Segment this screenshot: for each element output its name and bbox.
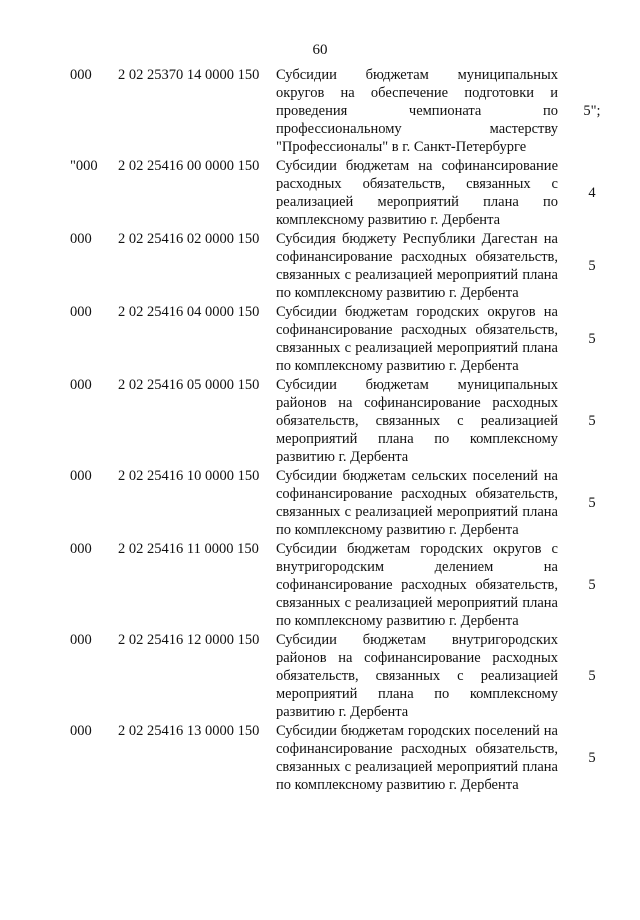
budget-code-table — [0, 66, 640, 795]
value-text: 5"; — [583, 103, 601, 119]
budget-classification-code: 2 02 25416 05 0000 150 — [118, 377, 260, 393]
table-row — [0, 230, 640, 302]
value-cell — [572, 230, 612, 302]
table-row — [0, 376, 640, 466]
admin-code: 000 — [70, 377, 92, 393]
admin-code: 000 — [70, 468, 92, 484]
revenue-name: Субсидии бюджетам сельских поселений на софинансирование расходных обязательств, связанных с реализацией мероприятий плана по комплексному развитию г. Дербента — [276, 468, 558, 538]
value-text: 5 — [588, 331, 596, 347]
revenue-name: Субсидии бюджетам муниципальных округов на обеспечение подготовки и проведения чемпионата по профессиональному мастерству "Профессионалы" в г. Санкт-Петербурге — [276, 67, 558, 155]
revenue-name: Субсидии бюджетам муниципальных районов на софинансирование расходных обязательств, связанных с реализацией мероприятий плана по комплексному развитию г. Дербента — [276, 377, 558, 465]
admin-code: 000 — [70, 231, 92, 247]
budget-classification-code: 2 02 25416 04 0000 150 — [118, 304, 260, 320]
revenue-name: Субсидии бюджетам на софинансирование расходных обязательств, связанных с реализацией мероприятий плана по комплексному развитию г. Дербента — [276, 158, 558, 228]
budget-classification-code: 2 02 25370 14 0000 150 — [118, 67, 260, 83]
budget-classification-code: 2 02 25416 11 0000 150 — [118, 541, 259, 557]
table-row — [0, 540, 640, 630]
value-text: 5 — [588, 413, 596, 429]
admin-code: 000 — [70, 541, 92, 557]
revenue-name: Субсидия бюджету Республики Дагестан на софинансирование расходных обязательств, связанных с реализацией мероприятий плана по комплексному развитию г. Дербента — [276, 231, 558, 301]
admin-code: 000 — [70, 67, 92, 83]
page-number: 60 — [312, 42, 328, 58]
value-cell — [572, 467, 612, 539]
table-row — [0, 631, 640, 721]
budget-classification-code: 2 02 25416 02 0000 150 — [118, 231, 260, 247]
budget-classification-code: 2 02 25416 10 0000 150 — [118, 468, 260, 484]
table-row — [0, 722, 640, 794]
value-text: 5 — [588, 750, 596, 766]
budget-classification-code: 2 02 25416 13 0000 150 — [118, 723, 260, 739]
table-row — [0, 157, 640, 229]
value-cell — [572, 66, 612, 156]
value-text: 5 — [588, 495, 596, 511]
revenue-name: Субсидии бюджетам городских поселений на софинансирование расходных обязательств, связанных с реализацией мероприятий плана по комплексному развитию г. Дербента — [276, 723, 558, 793]
table-row — [0, 467, 640, 539]
value-text: 5 — [588, 577, 596, 593]
admin-code: "000 — [70, 158, 98, 174]
revenue-name: Субсидии бюджетам внутригородских районов на софинансирование расходных обязательств, связанных с реализацией мероприятий плана по комплексному развитию г. Дербента — [276, 632, 558, 720]
table-row — [0, 66, 640, 156]
value-cell — [572, 157, 612, 229]
admin-code: 000 — [70, 304, 92, 320]
budget-classification-code: 2 02 25416 00 0000 150 — [118, 158, 260, 174]
revenue-name: Субсидии бюджетам городских округов с внутригородским делением на софинансирование расходных обязательств, связанных с реализацией мероприятий плана по комплексному развитию г. Дербента — [276, 541, 558, 629]
budget-classification-code: 2 02 25416 12 0000 150 — [118, 632, 260, 648]
value-cell — [572, 631, 612, 721]
revenue-name: Субсидии бюджетам городских округов на софинансирование расходных обязательств, связанных с реализацией мероприятий плана по комплексному развитию г. Дербента — [276, 304, 558, 374]
table-row — [0, 303, 640, 375]
value-cell — [572, 376, 612, 466]
value-cell — [572, 540, 612, 630]
value-text: 5 — [588, 668, 596, 684]
admin-code: 000 — [70, 632, 92, 648]
value-text: 4 — [588, 185, 596, 201]
value-cell — [572, 722, 612, 794]
admin-code: 000 — [70, 723, 92, 739]
value-cell — [572, 303, 612, 375]
value-text: 5 — [588, 258, 596, 274]
